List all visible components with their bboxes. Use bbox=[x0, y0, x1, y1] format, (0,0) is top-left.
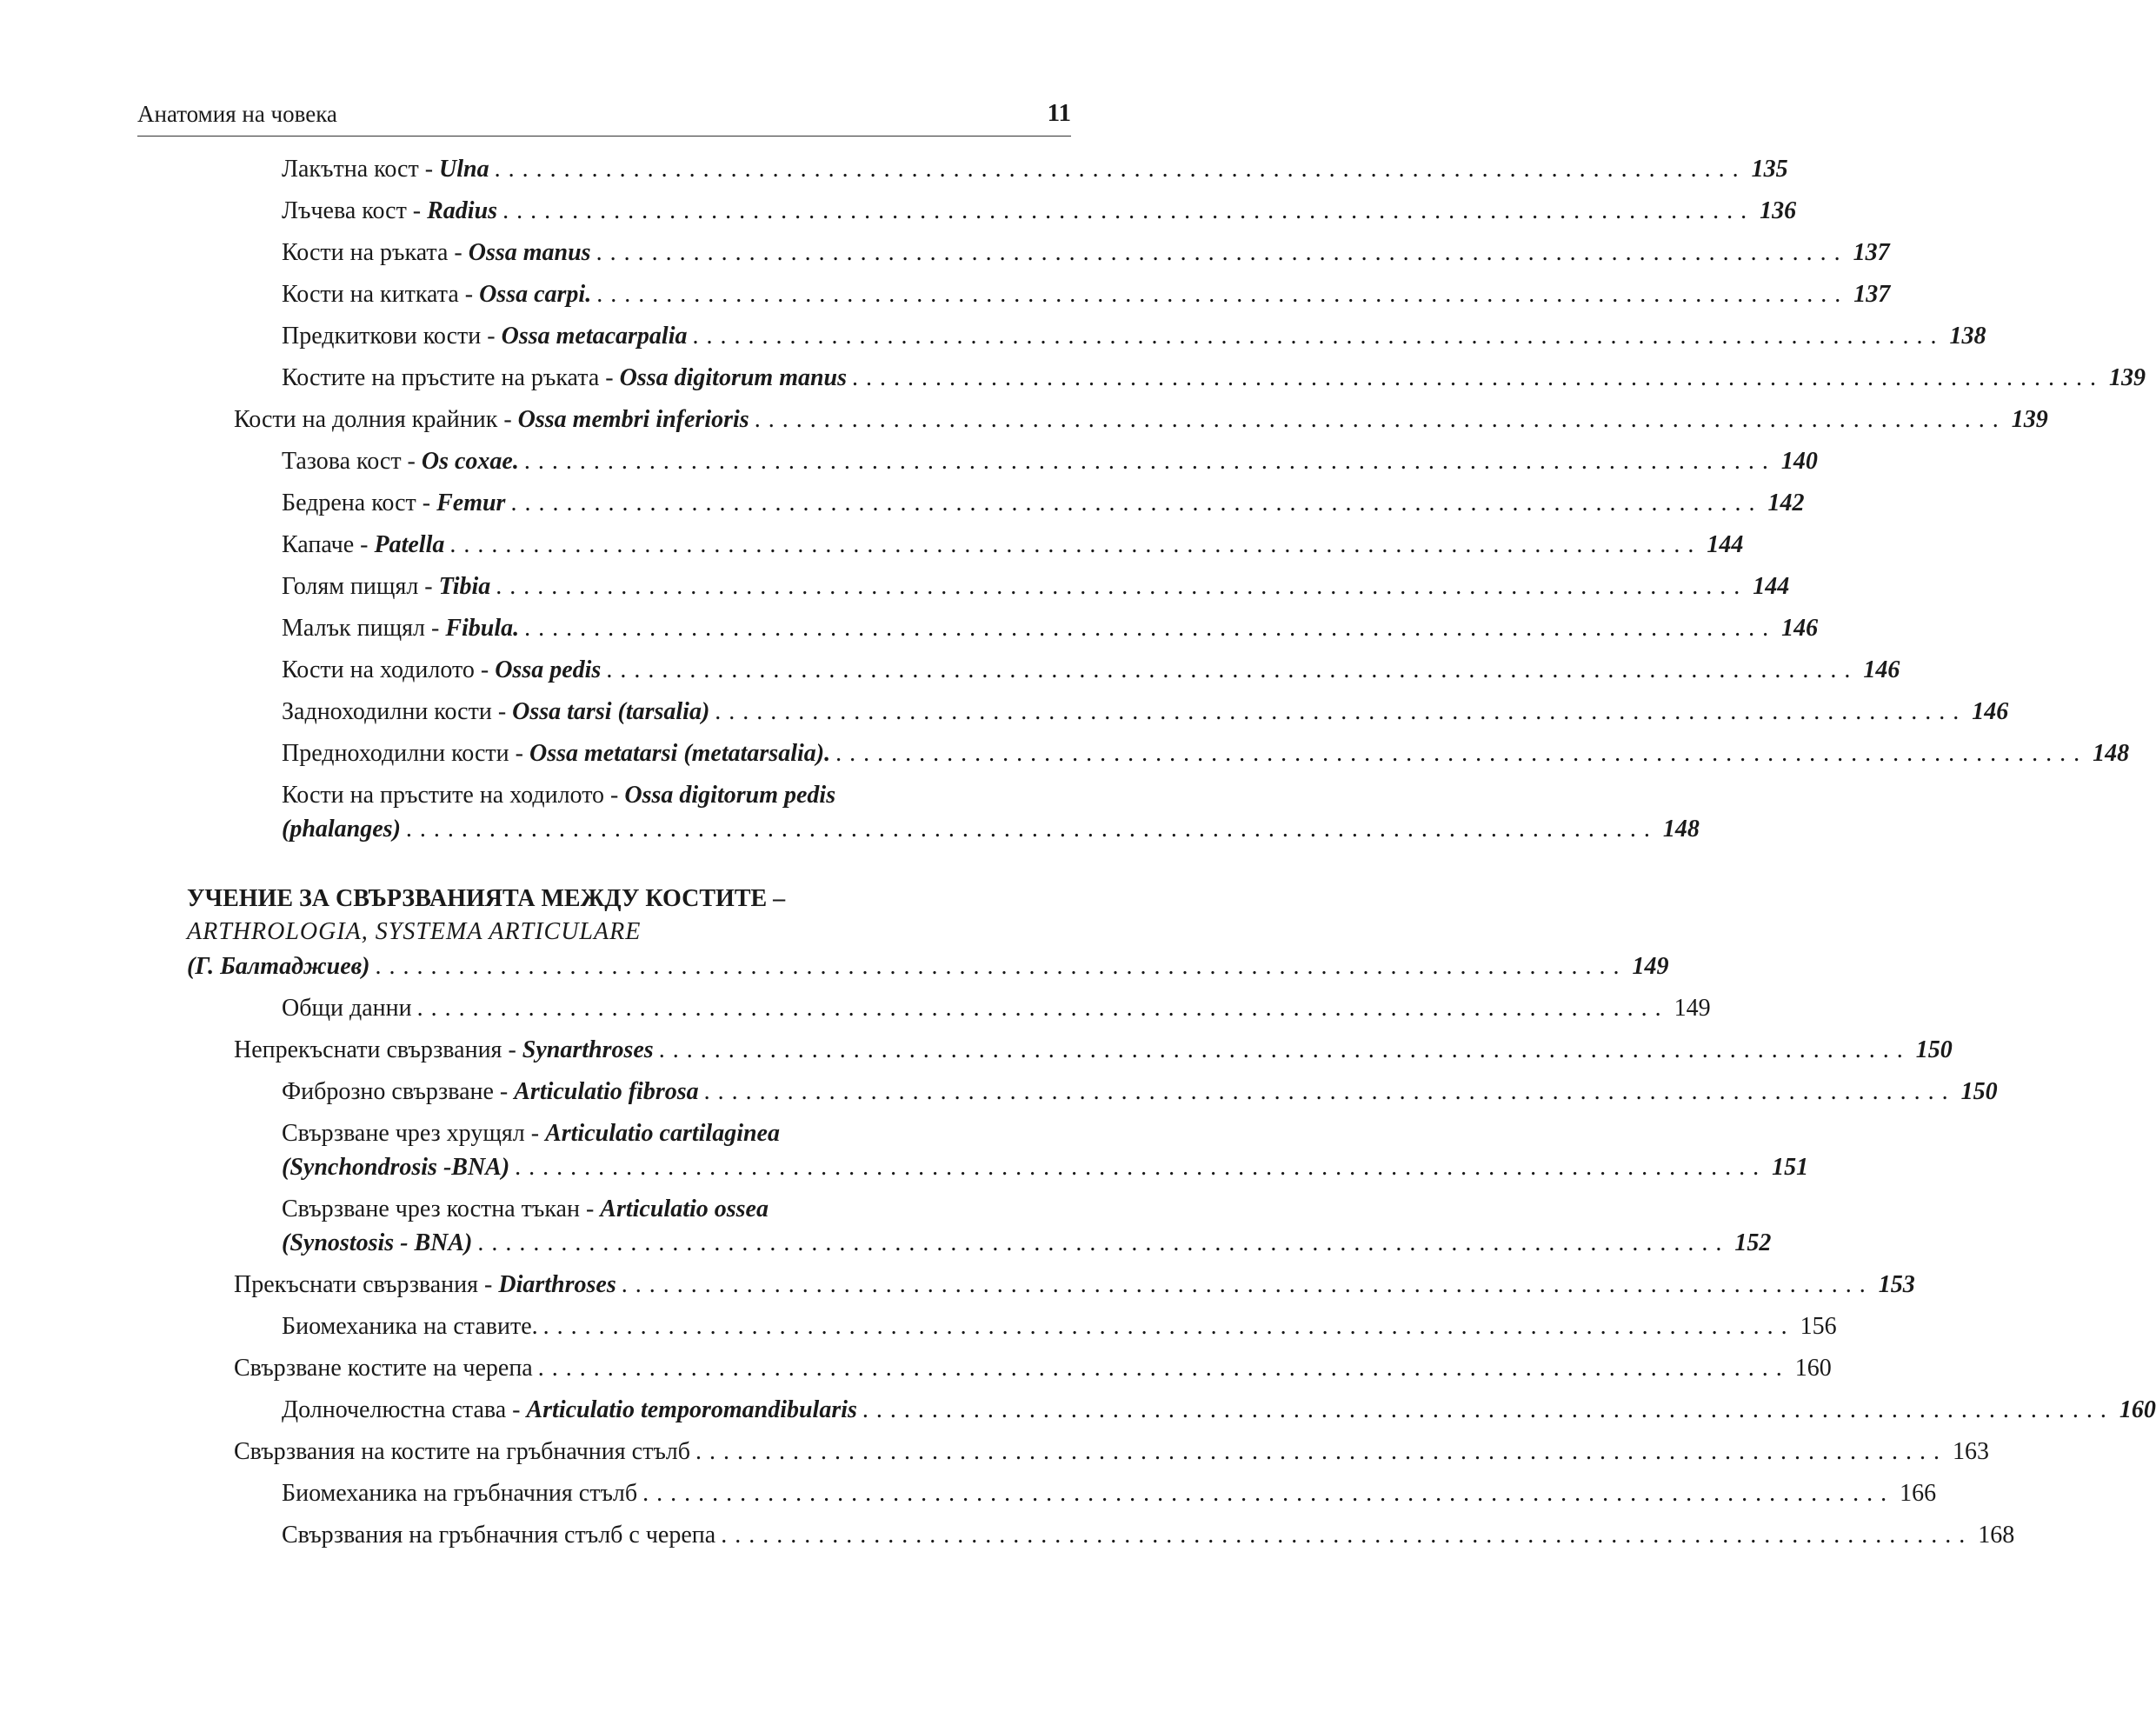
section-subheading: ARTHROLOGIA, SYSTEMA ARTICULARE bbox=[187, 918, 642, 945]
toc-entry bbox=[282, 448, 1818, 475]
entry-label: (Synostosis - BNA) bbox=[282, 1229, 473, 1256]
toc-entry bbox=[282, 323, 1986, 350]
entry-page-number: 168 bbox=[1978, 1522, 2015, 1549]
running-header bbox=[137, 97, 1071, 137]
dot-leader: .......................................................................................... bbox=[721, 1522, 1973, 1549]
entry-page-number: 135 bbox=[1751, 156, 1788, 183]
toc-entry bbox=[282, 816, 1700, 843]
dot-leader: .......................................................................................... bbox=[606, 656, 1859, 683]
toc-entry bbox=[282, 239, 1890, 266]
entry-label: Тазова кост - Os coxae. bbox=[282, 448, 519, 475]
entry-label: Голям пищял - Tibia bbox=[282, 573, 491, 600]
dot-leader: .......................................................................................... bbox=[658, 1036, 1911, 1063]
entry-label: Лъчева кост - Radius bbox=[282, 197, 498, 224]
toc-entry-line: Кости на пръстите на ходилото - Ossa digitorum pedis bbox=[282, 782, 836, 809]
dot-leader: .......................................................................................... bbox=[715, 698, 1967, 725]
entry-label: Долночелюстна става - Articulatio temporomandibularis bbox=[282, 1396, 857, 1423]
entry-page-number: 136 bbox=[1760, 197, 1797, 224]
book-title: Анатомия на човека bbox=[137, 101, 337, 127]
toc-entry bbox=[234, 1036, 1953, 1063]
toc-entry bbox=[282, 1522, 2015, 1549]
toc-entry bbox=[234, 1438, 1990, 1465]
dot-leader: .......................................................................................... bbox=[835, 740, 2088, 767]
toc-entry bbox=[282, 281, 1891, 308]
entry-label: Прекъснати свързвания - Diarthroses bbox=[234, 1271, 616, 1298]
dot-leader: .......................................................................................... bbox=[515, 1154, 1767, 1181]
entry-label: Кости на ръката - Ossa manus bbox=[282, 239, 591, 266]
section-heading: УЧЕНИЕ ЗА СВЪРЗВАНИЯТА МЕЖДУ КОСТИТЕ – bbox=[187, 885, 786, 912]
entry-label: Свързвания на костите на гръбначния стълб bbox=[234, 1438, 691, 1465]
entry-label: Биомеханика на гръбначния стълб bbox=[282, 1480, 638, 1507]
toc-entry bbox=[282, 1078, 1998, 1105]
entry-page-number: 150 bbox=[1915, 1036, 1953, 1063]
toc-entry bbox=[282, 531, 1744, 558]
toc-entry-line: Свързване чрез костна тъкан - Articulatio ossea bbox=[282, 1196, 769, 1222]
dot-leader: .......................................................................................... bbox=[692, 323, 1945, 350]
toc-entry bbox=[282, 1154, 1809, 1181]
dot-leader: .......................................................................................... bbox=[405, 816, 1658, 843]
toc-entry bbox=[282, 1396, 2156, 1423]
dot-leader: .......................................................................................... bbox=[596, 281, 1849, 308]
entry-label: Кости на ходилото - Ossa pedis bbox=[282, 656, 602, 683]
toc-entry bbox=[187, 953, 1669, 980]
dot-leader: .......................................................................................... bbox=[375, 953, 1627, 980]
entry-page-number: 149 bbox=[1674, 995, 1711, 1022]
entry-label: (phalanges) bbox=[282, 816, 401, 843]
entry-page-number: 160 bbox=[2119, 1396, 2156, 1423]
dot-leader: .......................................................................................... bbox=[523, 448, 1776, 475]
dot-leader: .......................................................................................... bbox=[621, 1271, 1873, 1298]
entry-page-number: 153 bbox=[1878, 1271, 1915, 1298]
toc-entry bbox=[234, 1355, 1832, 1382]
entry-label: Непрекъснати свързвания - Synarthroses bbox=[234, 1036, 654, 1063]
entry-page-number: 139 bbox=[2011, 406, 2048, 433]
entry-page-number: 142 bbox=[1767, 490, 1805, 516]
entry-page-number: 149 bbox=[1632, 953, 1669, 980]
entry-page-number: 160 bbox=[1794, 1355, 1832, 1382]
entry-page-number: 138 bbox=[1949, 323, 1986, 350]
entry-page-number: 139 bbox=[2109, 364, 2146, 391]
entry-page-number: 144 bbox=[1753, 573, 1790, 600]
entry-page-number: 151 bbox=[1772, 1154, 1809, 1181]
toc-entry bbox=[282, 1480, 1937, 1507]
entry-page-number: 152 bbox=[1734, 1229, 1772, 1256]
toc-entry bbox=[282, 1313, 1837, 1340]
dot-leader: .......................................................................................... bbox=[494, 156, 1747, 183]
entry-label: (Synchondrosis -BNA) bbox=[282, 1154, 510, 1181]
toc-entry bbox=[282, 698, 2009, 725]
dot-leader: .......................................................................................... bbox=[537, 1355, 1790, 1382]
toc-entry bbox=[282, 995, 1711, 1022]
dot-leader: .......................................................................................... bbox=[754, 406, 2006, 433]
dot-leader: .......................................................................................... bbox=[510, 490, 1763, 516]
entry-label: Кости на долния крайник - Ossa membri inferioris bbox=[234, 406, 749, 433]
dot-leader: .......................................................................................... bbox=[416, 995, 1669, 1022]
entry-label: Лакътна кост - Ulna bbox=[282, 156, 489, 183]
dot-leader: .......................................................................................... bbox=[502, 197, 1755, 224]
entry-page-number: 148 bbox=[2093, 740, 2130, 767]
entry-page-number: 150 bbox=[1960, 1078, 1998, 1105]
dot-leader: .......................................................................................... bbox=[695, 1438, 1948, 1465]
toc-entry bbox=[282, 197, 1797, 224]
dot-leader: .......................................................................................... bbox=[524, 615, 1777, 642]
entry-page-number: 137 bbox=[1853, 239, 1890, 266]
entry-label: Общи данни bbox=[282, 995, 412, 1022]
entry-label: Бедрена кост - Femur bbox=[282, 490, 506, 516]
toc-entry bbox=[234, 1271, 1915, 1298]
toc-entry bbox=[282, 615, 1819, 642]
entry-page-number: 163 bbox=[1953, 1438, 1990, 1465]
entry-label: Свързване костите на черепа bbox=[234, 1355, 533, 1382]
dot-leader: .......................................................................................... bbox=[596, 239, 1848, 266]
entry-page-number: 140 bbox=[1780, 448, 1818, 475]
dot-leader: .......................................................................................... bbox=[642, 1480, 1895, 1507]
toc-entry bbox=[282, 656, 1900, 683]
toc-entry bbox=[282, 740, 2130, 767]
dot-leader: .......................................................................................... bbox=[477, 1229, 1730, 1256]
toc-entry bbox=[282, 573, 1790, 600]
toc-entry bbox=[282, 490, 1805, 516]
dot-leader: .......................................................................................... bbox=[496, 573, 1748, 600]
entry-label: Малък пищял - Fibula. bbox=[282, 615, 520, 642]
entry-label: Кости на китката - Ossa carpi. bbox=[282, 281, 592, 308]
toc-entry bbox=[282, 364, 2146, 391]
entry-label: (Г. Балтаджиев) bbox=[187, 953, 370, 980]
entry-label: Фиброзно свързване - Articulatio fibrosa bbox=[282, 1078, 699, 1105]
toc-entry bbox=[282, 1229, 1772, 1256]
toc-entry bbox=[282, 156, 1788, 183]
entry-page-number: 166 bbox=[1900, 1480, 1937, 1507]
entry-label: Костите на пръстите на ръката - Ossa digitorum manus bbox=[282, 364, 848, 391]
entry-label: Биомеханика на ставите. bbox=[282, 1313, 538, 1340]
entry-page-number: 137 bbox=[1853, 281, 1891, 308]
entry-page-number: 144 bbox=[1707, 531, 1744, 558]
toc-entry-line: Свързване чрез хрущял - Articulatio cartilaginea bbox=[282, 1120, 780, 1147]
entry-label: Задноходилни кости - Ossa tarsi (tarsalia) bbox=[282, 698, 710, 725]
entry-page-number: 148 bbox=[1662, 816, 1700, 843]
entry-label: Предноходилни кости - Ossa metatarsi (metatarsalia). bbox=[282, 740, 831, 767]
entry-page-number: 156 bbox=[1800, 1313, 1837, 1340]
entry-page-number: 146 bbox=[1863, 656, 1900, 683]
entry-label: Предкиткови кости - Ossa metacarpalia bbox=[282, 323, 688, 350]
toc-entry bbox=[234, 406, 2048, 433]
entry-label: Капаче - Patella bbox=[282, 531, 445, 558]
dot-leader: .......................................................................................... bbox=[703, 1078, 1956, 1105]
dot-leader: .......................................................................................... bbox=[852, 364, 2105, 391]
entry-label: Свързвания на гръбначния стълб с черепа bbox=[282, 1522, 716, 1549]
dot-leader: .......................................................................................... bbox=[449, 531, 1702, 558]
entry-page-number: 146 bbox=[1972, 698, 2009, 725]
dot-leader: .......................................................................................... bbox=[542, 1313, 1795, 1340]
entry-page-number: 146 bbox=[1781, 615, 1819, 642]
page-number: 11 bbox=[1047, 99, 1071, 127]
dot-leader: .......................................................................................... bbox=[862, 1396, 2114, 1423]
